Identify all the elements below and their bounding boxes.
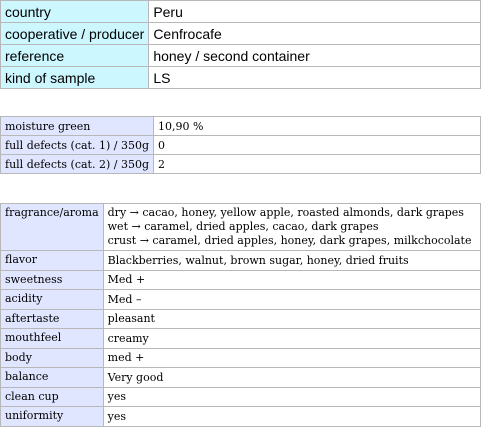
cupping-value: Med +: [103, 270, 480, 290]
physical-label: moisture green: [1, 117, 154, 136]
physical-row: [1, 155, 481, 174]
fragrance-dry: dry → cacao, honey, yellow apple, roasted almonds, dark grapes: [107, 206, 464, 219]
info-label: cooperative / producer: [1, 23, 149, 45]
info-row: [1, 45, 481, 67]
physical-value: 0: [154, 136, 481, 155]
cupping-label: balance: [1, 368, 104, 388]
cupping-value: yes: [103, 387, 480, 407]
cupping-row: [1, 368, 481, 388]
cupping-row: [1, 387, 481, 407]
fragrance-wet: wet → caramel, dried apples, cacao, dark grapes: [107, 220, 379, 233]
physical-row: [1, 136, 481, 155]
cupping-label: sweetness: [1, 270, 104, 290]
info-value: Cenfrocafe: [149, 23, 481, 45]
cupping-value: pleasant: [103, 309, 480, 329]
fragrance-notes: [103, 204, 480, 251]
physical-label: full defects (cat. 1) / 350g: [1, 136, 154, 155]
fragrance-row: [1, 204, 481, 251]
cupping-row: [1, 407, 481, 427]
cupping-value: Med –: [103, 290, 480, 310]
cupping-value: Blackberries, walnut, brown sugar, honey, dried fruits: [103, 251, 480, 271]
cupping-label: fragrance/aroma: [1, 204, 104, 251]
info-label: reference: [1, 45, 149, 67]
fragrance-crust: crust → caramel, dried apples, honey, dark grapes, milkchocolate: [107, 234, 472, 247]
info-value: honey / second container: [149, 45, 481, 67]
cupping-row: [1, 329, 481, 349]
cupping-value: creamy: [103, 329, 480, 349]
cupping-row: [1, 348, 481, 368]
cupping-label: flavor: [1, 251, 104, 271]
physical-value: 2: [154, 155, 481, 174]
cupping-notes-table: [0, 203, 481, 427]
info-label: country: [1, 1, 149, 23]
cupping-value: med +: [103, 348, 480, 368]
physical-label: full defects (cat. 2) / 350g: [1, 155, 154, 174]
info-label: kind of sample: [1, 67, 149, 89]
cupping-label: aftertaste: [1, 309, 104, 329]
info-value: Peru: [149, 1, 481, 23]
cupping-label: mouthfeel: [1, 329, 104, 349]
info-row: [1, 1, 481, 23]
physical-analysis-table: [0, 116, 481, 174]
cupping-label: body: [1, 348, 104, 368]
info-row: [1, 67, 481, 89]
cupping-row: [1, 251, 481, 271]
cupping-label: acidity: [1, 290, 104, 310]
physical-row: [1, 117, 481, 136]
cupping-row: [1, 270, 481, 290]
cupping-value: Very good: [103, 368, 480, 388]
info-row: [1, 23, 481, 45]
cupping-label: uniformity: [1, 407, 104, 427]
general-info-table: [0, 0, 481, 89]
cupping-row: [1, 309, 481, 329]
cupping-label: clean cup: [1, 387, 104, 407]
info-value: LS: [149, 67, 481, 89]
physical-value: 10,90 %: [154, 117, 481, 136]
cupping-value: yes: [103, 407, 480, 427]
cupping-row: [1, 290, 481, 310]
